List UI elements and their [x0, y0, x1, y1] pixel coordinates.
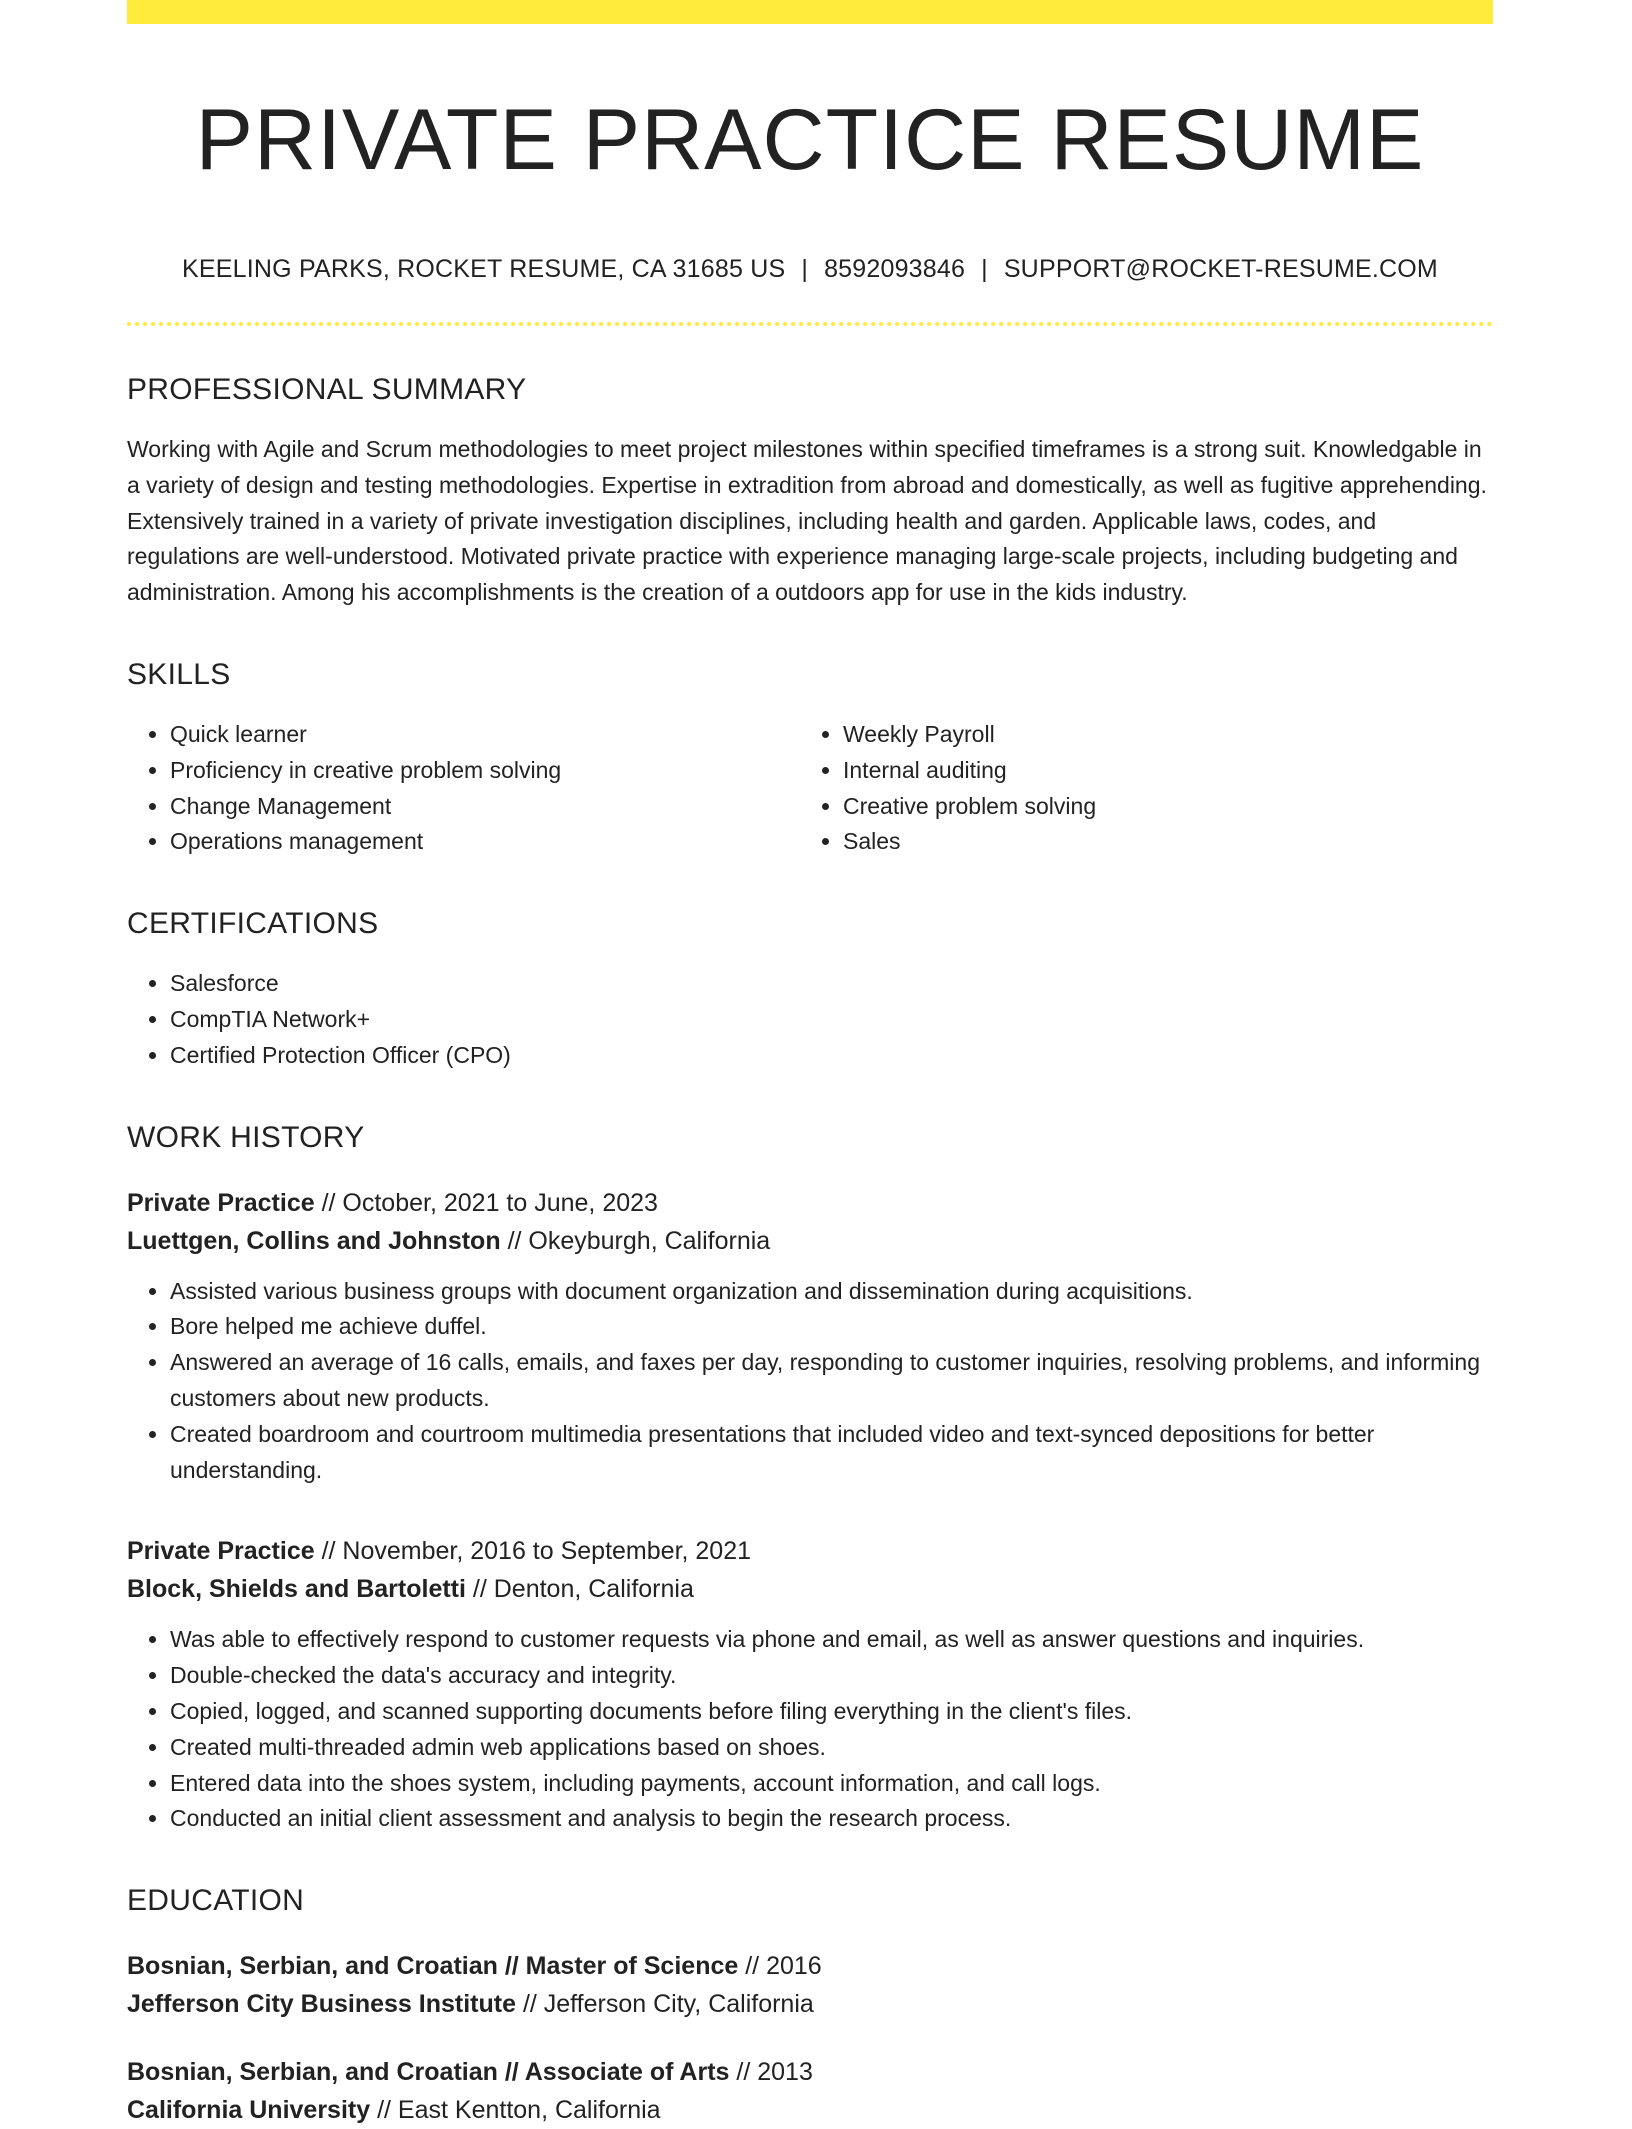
job-bullet: • Answered an average of 16 calls, emails, and faxes per day, responding to customer inquiries, resolving problems, and informing customers about new products. — [170, 1345, 1493, 1417]
job-bullet: • Bore helped me achieve duffel. — [170, 1309, 1493, 1345]
education-entry — [127, 1947, 1493, 2023]
summary-text: Working with Agile and Scrum methodologies to meet project milestones within specified timeframes is a strong suit. Knowledgable in a variety of design and testing methodologies. Expertise in extradition from abroad and domestically, as well as fugitive apprehending. Extensively trained in a variety of private investigation disciplines, including health and garden. Applicable laws, codes, and regulations are well-understood. Motivated private practice with experience managing large-scale projects, including budgeting and administration. Among his accomplishments is the creation of a outdoors app for use in the kids industry. — [127, 436, 1487, 606]
certification-item: • Salesforce — [170, 966, 1493, 1002]
job-bullet: • Was able to effectively respond to customer requests via phone and email, as well as answer questions and inquiries. — [170, 1622, 1493, 1658]
job-bullet: • Created multi-threaded admin web applications based on shoes. — [170, 1730, 1493, 1766]
accent-top-bar — [127, 0, 1493, 24]
job-company: Luettgen, Collins and Johnston — [127, 1226, 501, 1255]
contact-address: KEELING PARKS, ROCKET RESUME, CA 31685 US — [182, 255, 786, 283]
education-school-line — [127, 1985, 1493, 2023]
certification-item: • Certified Protection Officer (CPO) — [170, 1038, 1493, 1074]
resume-page — [127, 0, 1493, 2129]
job-company-line — [127, 1570, 1493, 1608]
job-company-line — [127, 1222, 1493, 1260]
summary-heading: PROFESSIONAL SUMMARY — [127, 373, 527, 406]
education-degree-line — [127, 2053, 1493, 2091]
job-title-line — [127, 1184, 1493, 1222]
education-degree: Bosnian, Serbian, and Croatian // Master of Science — [127, 1952, 739, 1981]
job-bullet: • Copied, logged, and scanned supporting documents before filing everything in the client's files. — [170, 1694, 1493, 1730]
job-title: Private Practice — [127, 1537, 315, 1566]
job-location: // Okeyburgh, California — [507, 1226, 771, 1255]
job-company: Block, Shields and Bartoletti — [127, 1575, 466, 1604]
work-history-heading: WORK HISTORY — [127, 1120, 365, 1154]
skill-item: • Quick learner — [170, 717, 800, 753]
contact-line — [127, 252, 1493, 286]
skill-item: • Change Management — [170, 789, 800, 825]
skills-list-left — [127, 717, 800, 860]
contact-separator: | — [801, 255, 809, 283]
job-title: Private Practice — [127, 1188, 315, 1217]
contact-separator: | — [981, 255, 988, 283]
job-entry — [127, 1184, 1493, 1489]
skill-item: • Sales — [843, 824, 1473, 860]
job-bullets — [127, 1274, 1493, 1489]
certifications-heading: CERTIFICATIONS — [127, 907, 379, 941]
job-bullets — [127, 1622, 1493, 1837]
education-year: // 2013 — [736, 2058, 813, 2087]
job-bullet: • Assisted various business groups with document organization and dissemination during acquisitions. — [170, 1274, 1493, 1310]
education-entry — [127, 2053, 1493, 2129]
skill-item: • Proficiency in creative problem solving — [170, 753, 800, 789]
job-bullet: • Double-checked the data's accuracy and integrity. — [170, 1658, 1493, 1694]
education-location: // East Kentton, California — [377, 2096, 661, 2125]
certification-item: • CompTIA Network+ — [170, 1002, 1493, 1038]
education-degree: Bosnian, Serbian, and Croatian // Associate of Arts — [127, 2058, 730, 2087]
job-title-line — [127, 1532, 1493, 1570]
certifications-list — [127, 966, 1493, 1073]
education-school: California University — [127, 2096, 371, 2125]
contact-phone: 8592093846 — [824, 255, 966, 283]
education-location: // Jefferson City, California — [522, 1990, 814, 2019]
job-dates: // October, 2021 to June, 2023 — [321, 1188, 658, 1217]
skills-columns — [127, 717, 1493, 860]
job-location: // Denton, California — [472, 1575, 694, 1604]
education-heading: EDUCATION — [127, 1884, 305, 1918]
skill-item: • Operations management — [170, 824, 800, 860]
resume-title: PRIVATE PRACTICE RESUME — [195, 92, 1425, 188]
job-bullet: • Entered data into the shoes system, including payments, account information, and call logs. — [170, 1766, 1493, 1802]
skill-item: • Weekly Payroll — [843, 717, 1473, 753]
job-bullet: • Conducted an initial client assessment and analysis to begin the research process. — [170, 1801, 1493, 1837]
contact-email: SUPPORT@ROCKET-RESUME.COM — [1003, 255, 1438, 283]
education-year: // 2016 — [745, 1952, 822, 1981]
dotted-divider — [127, 322, 1493, 326]
job-bullet: • Created boardroom and courtroom multimedia presentations that included video and text-synced depositions for better understanding. — [170, 1417, 1493, 1489]
job-dates: // November, 2016 to September, 2021 — [321, 1537, 752, 1566]
skills-heading: SKILLS — [127, 657, 231, 691]
education-school-line — [127, 2091, 1493, 2129]
skill-item: • Internal auditing — [843, 753, 1473, 789]
job-entry — [127, 1532, 1493, 1837]
education-school: Jefferson City Business Institute — [127, 1990, 516, 2019]
skills-list-right — [800, 717, 1473, 860]
education-degree-line — [127, 1947, 1493, 1985]
skill-item: • Creative problem solving — [843, 789, 1473, 825]
